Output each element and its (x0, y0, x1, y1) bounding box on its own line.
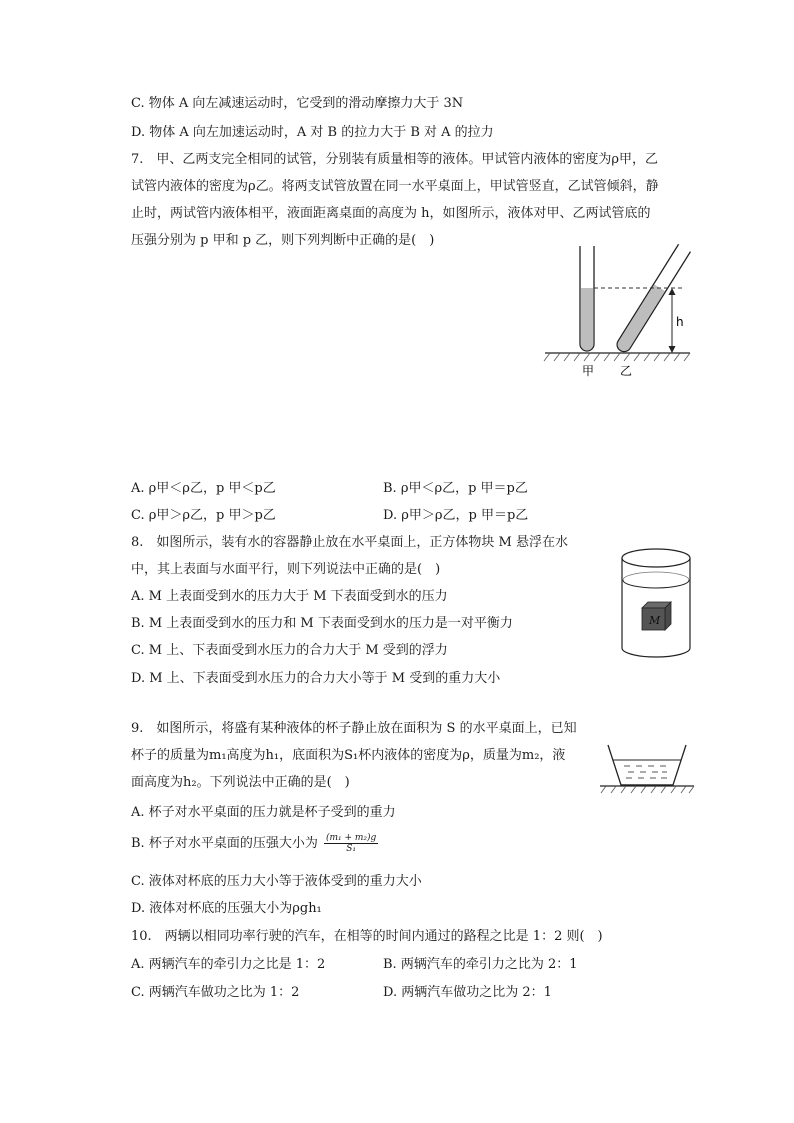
tube-yi-label: 乙 (620, 364, 633, 378)
q7-stem-line2: 试管内液体的密度为ρ乙。将两支试管放置在同一水平桌面上，甲试管竖直，乙试管倾斜，静 (131, 179, 659, 194)
test-tubes-figure (540, 240, 700, 390)
q8-option-c: C. M 上、下表面受到水压力的合力大于 M 受到的浮力 (131, 643, 448, 658)
q6-option-d: D. 物体 A 向左加速运动时，A 对 B 的拉力大于 B 对 A 的拉力 (131, 125, 494, 140)
q7-stem-line4: 压强分别为 p 甲和 p 乙，则下列判断中正确的是( ) (131, 233, 435, 248)
q9-stem-line2: 杯子的质量为m₁高度为h₁，底面积为S₁杯内液体的密度为ρ，质量为m₂，液 (131, 748, 566, 763)
q7-option-b: B. ρ甲＜ρ乙，p 甲＝p乙 (383, 481, 528, 496)
height-label: h (676, 315, 684, 329)
q8-option-a: A. M 上表面受到水的压力大于 M 下表面受到水的压力 (131, 589, 448, 604)
q9-option-b (131, 833, 378, 854)
q7-option-c: C. ρ甲＞ρ乙，p 甲＞p乙 (131, 508, 276, 523)
q8-stem-line2: 中，其上表面与水面平行，则下列说法中正确的是( ) (131, 562, 441, 577)
container-cube-figure (618, 544, 698, 664)
q8-stem-line1: 8. 如图所示，装有水的容器静止放在水平桌面上，正方体物块 M 悬浮在水 (131, 535, 568, 550)
q9-option-c: C. 液体对杯底的压力大小等于液体受到的重力大小 (131, 874, 422, 889)
q7-stem-line3: 止时，两试管内液体相平，液面距离桌面的高度为 h，如图所示，液体对甲、乙两试管底的 (131, 206, 651, 221)
fraction-numerator: (m₁ + m₂)g (325, 833, 377, 843)
q10-option-d: D. 两辆汽车做功之比为 2：1 (383, 985, 552, 1000)
q9-stem-line3: 面高度为h₂。下列说法中正确的是( ) (131, 775, 350, 790)
q9-option-d: D. 液体对杯底的压强大小为ρgh₁ (131, 901, 322, 916)
q7-option-d: D. ρ甲＞ρ乙，p 甲＝p乙 (383, 508, 529, 523)
q10-option-c: C. 两辆汽车做功之比为 1：2 (131, 985, 300, 1000)
fraction-denominator: S₁ (346, 844, 357, 854)
q7-option-a: A. ρ甲＜ρ乙，p 甲＜p乙 (131, 481, 276, 496)
q8-option-d: D. M 上、下表面受到水压力的合力大小等于 M 受到的重力大小 (131, 671, 501, 686)
q10-option-b: B. 两辆汽车的牵引力之比为 2：1 (383, 957, 578, 972)
q10-stem: 10. 两辆以相同功率行驶的汽车，在相等的时间内通过的路程之比是 1：2 则( ) (131, 929, 603, 944)
q9-stem-line1: 9. 如图所示，将盛有某种液体的杯子静止放在面积为 S 的水平桌面上，已知 (131, 721, 577, 736)
q6-option-c: C. 物体 A 向左减速运动时，它受到的滑动摩擦力大于 3N (131, 96, 464, 111)
cup-figure (598, 740, 696, 800)
pressure-fraction (324, 833, 378, 854)
q9-option-b-text: B. 杯子对水平桌面的压强大小为 (131, 836, 318, 851)
q8-option-b: B. M 上表面受到水的压力和 M 下表面受到水的压力是一对平衡力 (131, 616, 513, 631)
q10-option-a: A. 两辆汽车的牵引力之比是 1：2 (131, 957, 326, 972)
q7-stem-line1: 7. 甲、乙两支完全相同的试管，分别装有质量相等的液体。甲试管内液体的密度为ρ甲，乙 (131, 152, 659, 167)
q9-option-a: A. 杯子对水平桌面的压力就是杯子受到的重力 (131, 805, 396, 820)
cube-m-label: M (649, 614, 661, 627)
tube-jia-label: 甲 (582, 364, 595, 378)
